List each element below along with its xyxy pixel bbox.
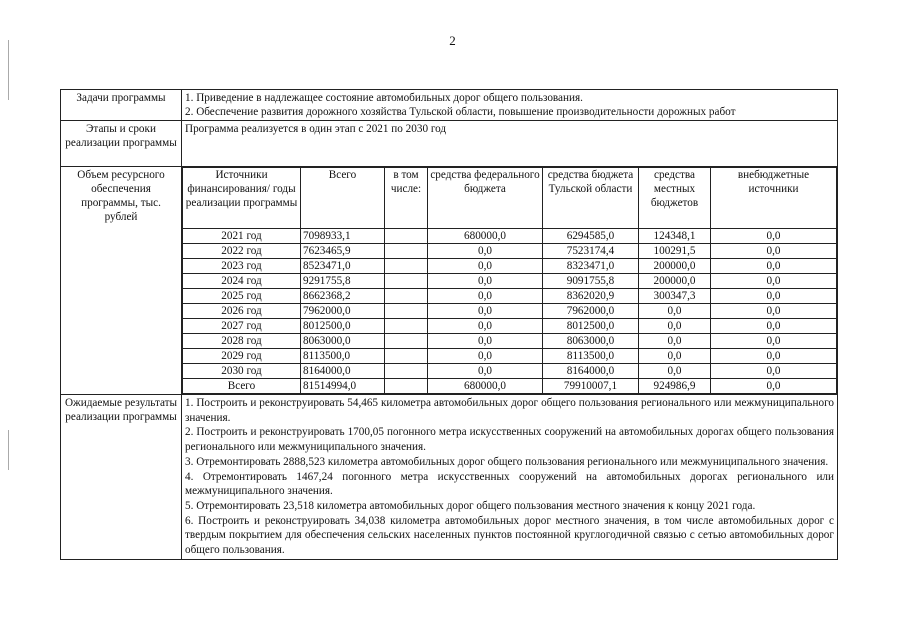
cell-local: 0,0 (639, 334, 711, 349)
results-row (61, 395, 838, 560)
cell-extrabudgetary: 0,0 (711, 289, 837, 304)
funding-table-row (183, 244, 837, 259)
result-item: 1. Построить и реконструировать 54,465 километра автомобильных дорог общего пользования регионального или межмуниципального значения. (185, 397, 834, 424)
column-header-federal: средства федерального бюджета (428, 168, 543, 229)
cell-including (385, 319, 428, 334)
funding-table-row (183, 304, 837, 319)
cell-including (385, 244, 428, 259)
cell-total: 8113500,0 (301, 349, 385, 364)
stages-text: Программа реализуется в один этап с 2021 по 2030 год (182, 121, 838, 167)
cell-regional: 9091755,8 (543, 274, 639, 289)
funding-row (61, 167, 838, 395)
cell-federal: 0,0 (428, 319, 543, 334)
cell-extrabudgetary: 0,0 (711, 379, 837, 394)
column-header-local: средства местных бюджетов (639, 168, 711, 229)
cell-federal: 0,0 (428, 259, 543, 274)
page-number: 2 (449, 33, 456, 48)
cell-including (385, 259, 428, 274)
cell-local: 0,0 (639, 304, 711, 319)
cell-federal: 680000,0 (428, 229, 543, 244)
cell-extrabudgetary: 0,0 (711, 349, 837, 364)
cell-including (385, 229, 428, 244)
cell-local: 200000,0 (639, 274, 711, 289)
cell-total: 8063000,0 (301, 334, 385, 349)
result-item: 5. Отремонтировать 23,518 километра автомобильных дорог общего пользования местного значения к концу 2021 года. (185, 499, 756, 512)
program-passport-table (60, 89, 838, 560)
cell-regional: 7523174,4 (543, 244, 639, 259)
cell-including (385, 274, 428, 289)
funding-label: Объем ресурсного обеспечения программы, тыс. рублей (61, 167, 182, 395)
funding-table-row (183, 319, 837, 334)
cell-including (385, 334, 428, 349)
cell-year: 2028 год (183, 334, 301, 349)
cell-federal: 0,0 (428, 244, 543, 259)
cell-regional: 8113500,0 (543, 349, 639, 364)
cell-total: 81514994,0 (301, 379, 385, 394)
cell-local: 0,0 (639, 349, 711, 364)
cell-including (385, 349, 428, 364)
cell-year: 2021 год (183, 229, 301, 244)
cell-extrabudgetary: 0,0 (711, 304, 837, 319)
cell-local: 124348,1 (639, 229, 711, 244)
cell-local: 0,0 (639, 364, 711, 379)
cell-federal: 0,0 (428, 334, 543, 349)
cell-federal: 0,0 (428, 289, 543, 304)
cell-local: 300347,3 (639, 289, 711, 304)
cell-including (385, 304, 428, 319)
column-header-extrabudgetary: внебюджетные источники (711, 168, 837, 229)
cell-regional: 8323471,0 (543, 259, 639, 274)
cell-local: 0,0 (639, 319, 711, 334)
cell-total: 8523471,0 (301, 259, 385, 274)
cell-regional: 8362020,9 (543, 289, 639, 304)
cell-total: 8164000,0 (301, 364, 385, 379)
column-header-sources: Источники финансирования/ годы реализации программы (183, 168, 301, 229)
cell-total: 9291755,8 (301, 274, 385, 289)
cell-year: 2026 год (183, 304, 301, 319)
cell-total: 7623465,9 (301, 244, 385, 259)
cell-extrabudgetary: 0,0 (711, 334, 837, 349)
cell-total: 7962000,0 (301, 304, 385, 319)
cell-including (385, 379, 428, 394)
cell-extrabudgetary: 0,0 (711, 274, 837, 289)
cell-year: 2030 год (183, 364, 301, 379)
funding-content (182, 167, 838, 395)
stages-label: Этапы и сроки реализации программы (61, 121, 182, 167)
funding-table-row (183, 289, 837, 304)
cell-extrabudgetary: 0,0 (711, 244, 837, 259)
result-item: 2. Построить и реконструировать 1700,05 погонного метра искусственных сооружений на автомобильных дорогах общего пользования регионального или межмуниципального значения. (185, 426, 834, 454)
margin-mark (8, 40, 9, 100)
cell-regional: 8164000,0 (543, 364, 639, 379)
tasks-label: Задачи программы (61, 90, 182, 121)
funding-table-row (183, 274, 837, 289)
cell-federal: 0,0 (428, 364, 543, 379)
tasks-content (182, 90, 838, 121)
margin-mark (8, 430, 9, 470)
cell-year: 2027 год (183, 319, 301, 334)
stages-row (61, 121, 838, 167)
cell-extrabudgetary: 0,0 (711, 259, 837, 274)
cell-extrabudgetary: 0,0 (711, 319, 837, 334)
result-item: 4. Отремонтировать 1467,24 погонного метра искусственных сооружений на автомобильных дорогах регионального или межмуниципального значения. (185, 470, 834, 498)
cell-extrabudgetary: 0,0 (711, 229, 837, 244)
cell-total: 8662368,2 (301, 289, 385, 304)
cell-regional: 6294585,0 (543, 229, 639, 244)
cell-extrabudgetary: 0,0 (711, 364, 837, 379)
funding-table-row (183, 229, 837, 244)
cell-regional: 79910007,1 (543, 379, 639, 394)
cell-regional: 8063000,0 (543, 334, 639, 349)
funding-table-row (183, 364, 837, 379)
funding-table-row (183, 334, 837, 349)
cell-local: 924986,9 (639, 379, 711, 394)
cell-year: 2022 год (183, 244, 301, 259)
cell-year: Всего (183, 379, 301, 394)
cell-local: 100291,5 (639, 244, 711, 259)
cell-total: 7098933,1 (301, 229, 385, 244)
funding-table-row (183, 259, 837, 274)
cell-federal: 680000,0 (428, 379, 543, 394)
cell-including (385, 289, 428, 304)
cell-year: 2025 год (183, 289, 301, 304)
cell-year: 2024 год (183, 274, 301, 289)
funding-table (182, 167, 837, 394)
task-item: 2. Обеспечение развития дорожного хозяйства Тульской области, повышение производительности дорожных работ (185, 106, 736, 118)
result-item: 3. Отремонтировать 2888,523 километра автомобильных дорог общего пользования регионального или межмуниципального значения. (185, 455, 829, 468)
results-content (182, 395, 838, 560)
cell-regional: 8012500,0 (543, 319, 639, 334)
cell-local: 200000,0 (639, 259, 711, 274)
column-header-regional: средства бюджета Тульской области (543, 168, 639, 229)
cell-total: 8012500,0 (301, 319, 385, 334)
cell-federal: 0,0 (428, 274, 543, 289)
funding-table-row (183, 379, 837, 394)
cell-including (385, 364, 428, 379)
results-label: Ожидаемые результаты реализации программы (61, 395, 182, 560)
cell-year: 2023 год (183, 259, 301, 274)
cell-federal: 0,0 (428, 304, 543, 319)
cell-year: 2029 год (183, 349, 301, 364)
column-header-total: Всего (301, 168, 385, 229)
result-item: 6. Построить и реконструировать 34,038 километра автомобильных дорог местного значения, в том числе автомобильных дорог с твердым покрытием для обеспечения сельских населенных пунктов постоянной круглогодичной связью с сетью автомобильных дорог общего пользования. (185, 514, 834, 557)
cell-federal: 0,0 (428, 349, 543, 364)
column-header-including: в том числе: (385, 168, 428, 229)
funding-header-row (183, 168, 837, 229)
task-item: 1. Приведение в надлежащее состояние автомобильных дорог общего пользования. (185, 92, 583, 104)
funding-table-row (183, 349, 837, 364)
tasks-row (61, 90, 838, 121)
cell-regional: 7962000,0 (543, 304, 639, 319)
